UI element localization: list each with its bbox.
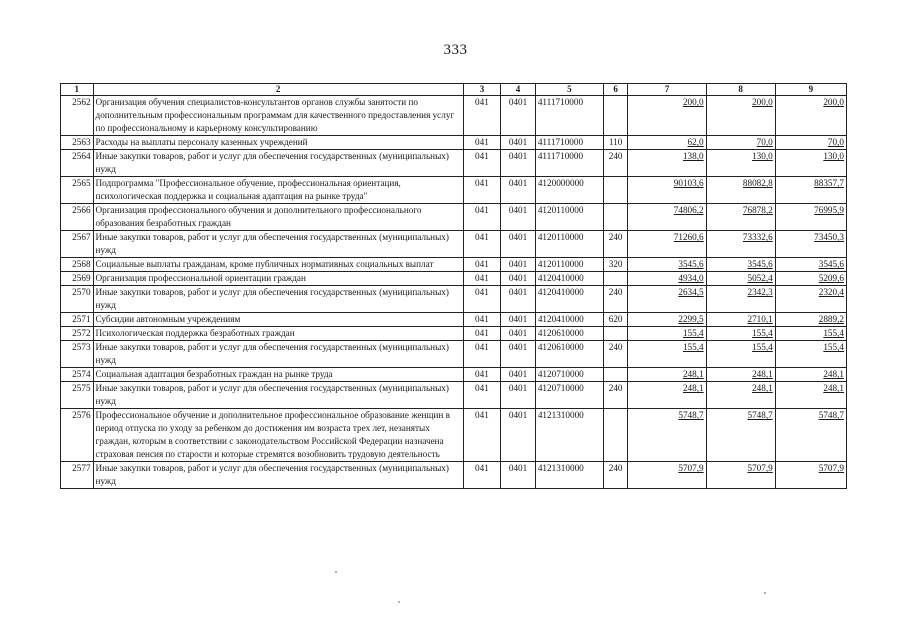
row-number-cell: 2571 <box>61 313 94 327</box>
section-code-cell: 0401 <box>501 368 536 382</box>
section-code-cell: 0401 <box>501 313 536 327</box>
row-name-cell: Иные закупки товаров, работ и услуг для обеспечения государственных (муниципальных) нужд <box>93 286 463 313</box>
amount-year1-cell: 2634,5 <box>628 286 706 313</box>
section-code-cell: 0401 <box>501 231 536 258</box>
amount-year2-cell: 3545,6 <box>706 258 775 272</box>
table-row <box>61 136 847 150</box>
section-code-cell: 0401 <box>501 272 536 286</box>
amount-year3-cell: 248,1 <box>775 368 846 382</box>
target-code-cell: 4120110000 <box>535 231 603 258</box>
ministry-code-cell: 041 <box>463 327 501 341</box>
section-code-cell: 0401 <box>501 382 536 409</box>
amount-year2-cell: 155,4 <box>706 341 775 368</box>
ministry-code-cell: 041 <box>463 341 501 368</box>
table-row <box>61 96 847 136</box>
column-header: 8 <box>706 84 775 96</box>
ministry-code-cell: 041 <box>463 272 501 286</box>
row-number-cell: 2572 <box>61 327 94 341</box>
ministry-code-cell: 041 <box>463 204 501 231</box>
amount-year1-cell: 5707,9 <box>628 462 706 489</box>
section-code-cell: 0401 <box>501 258 536 272</box>
target-code-cell: 4111710000 <box>535 150 603 177</box>
amount-year3-cell: 248,1 <box>775 382 846 409</box>
target-code-cell: 4120410000 <box>535 272 603 286</box>
ministry-code-cell: 041 <box>463 286 501 313</box>
row-number-cell: 2573 <box>61 341 94 368</box>
row-number-cell: 2564 <box>61 150 94 177</box>
amount-year3-cell: 76995,9 <box>775 204 846 231</box>
ministry-code-cell: 041 <box>463 231 501 258</box>
amount-year2-cell: 73332,6 <box>706 231 775 258</box>
row-name-cell: Расходы на выплаты персоналу казенных учреждений <box>93 136 463 150</box>
target-code-cell: 4111710000 <box>535 96 603 136</box>
row-name-cell: Профессиональное обучение и дополнительное профессиональное образование женщин в период отпуска по уходу за ребенком до достижения им возраста трех лет, незанятых граждан, которым в соответствии с законодательством Российской Федерации назначена страховая пенсия по старости и которые стремятся возобновить трудовую деятельность <box>93 409 463 462</box>
expense-type-cell <box>603 272 627 286</box>
amount-year3-cell: 155,4 <box>775 327 846 341</box>
ministry-code-cell: 041 <box>463 382 501 409</box>
section-code-cell: 0401 <box>501 136 536 150</box>
table-row <box>61 231 847 258</box>
amount-year3-cell: 5748,7 <box>775 409 846 462</box>
row-name-cell: Иные закупки товаров, работ и услуг для обеспечения государственных (муниципальных) нужд <box>93 382 463 409</box>
amount-year1-cell: 200,0 <box>628 96 706 136</box>
amount-year3-cell: 2889,2 <box>775 313 846 327</box>
amount-year1-cell: 74806,2 <box>628 204 706 231</box>
amount-year1-cell: 5748,7 <box>628 409 706 462</box>
column-header: 2 <box>93 84 463 96</box>
amount-year1-cell: 248,1 <box>628 368 706 382</box>
amount-year2-cell: 130,0 <box>706 150 775 177</box>
table-row <box>61 150 847 177</box>
row-name-cell: Психологическая поддержка безработных граждан <box>93 327 463 341</box>
target-code-cell: 4121310000 <box>535 409 603 462</box>
table-row <box>61 382 847 409</box>
amount-year2-cell: 76878,2 <box>706 204 775 231</box>
table-row <box>61 313 847 327</box>
column-header: 4 <box>501 84 536 96</box>
amount-year3-cell: 130,0 <box>775 150 846 177</box>
scan-speck <box>764 592 766 594</box>
target-code-cell: 4120710000 <box>535 368 603 382</box>
amount-year2-cell: 5748,7 <box>706 409 775 462</box>
column-header: 6 <box>603 84 627 96</box>
amount-year1-cell: 155,4 <box>628 327 706 341</box>
target-code-cell: 4120610000 <box>535 341 603 368</box>
expense-type-cell: 320 <box>603 258 627 272</box>
expense-type-cell <box>603 327 627 341</box>
expense-type-cell: 620 <box>603 313 627 327</box>
amount-year2-cell: 155,4 <box>706 327 775 341</box>
target-code-cell: 4120110000 <box>535 258 603 272</box>
column-header: 3 <box>463 84 501 96</box>
amount-year3-cell: 88357,7 <box>775 177 846 204</box>
table-row <box>61 177 847 204</box>
table-row <box>61 272 847 286</box>
row-number-cell: 2562 <box>61 96 94 136</box>
table-header-row <box>61 84 847 96</box>
table-body <box>61 96 847 489</box>
row-name-cell: Иные закупки товаров, работ и услуг для обеспечения государственных (муниципальных) нужд <box>93 231 463 258</box>
amount-year2-cell: 5052,4 <box>706 272 775 286</box>
amount-year2-cell: 248,1 <box>706 382 775 409</box>
table-row <box>61 204 847 231</box>
amount-year1-cell: 71260,6 <box>628 231 706 258</box>
expense-type-cell: 240 <box>603 382 627 409</box>
row-name-cell: Иные закупки товаров, работ и услуг для обеспечения государственных (муниципальных) нужд <box>93 150 463 177</box>
expense-type-cell <box>603 177 627 204</box>
target-code-cell: 4120000000 <box>535 177 603 204</box>
expense-type-cell: 240 <box>603 231 627 258</box>
expense-type-cell: 240 <box>603 462 627 489</box>
row-number-cell: 2570 <box>61 286 94 313</box>
amount-year1-cell: 248,1 <box>628 382 706 409</box>
ministry-code-cell: 041 <box>463 136 501 150</box>
column-header: 9 <box>775 84 846 96</box>
expense-type-cell <box>603 409 627 462</box>
amount-year3-cell: 200,0 <box>775 96 846 136</box>
amount-year3-cell: 5209,6 <box>775 272 846 286</box>
expense-type-cell: 240 <box>603 150 627 177</box>
column-header: 5 <box>535 84 603 96</box>
amount-year2-cell: 2342,3 <box>706 286 775 313</box>
column-header: 7 <box>628 84 706 96</box>
section-code-cell: 0401 <box>501 327 536 341</box>
amount-year2-cell: 70,0 <box>706 136 775 150</box>
row-name-cell: Иные закупки товаров, работ и услуг для обеспечения государственных (муниципальных) нужд <box>93 462 463 489</box>
amount-year1-cell: 4934,0 <box>628 272 706 286</box>
amount-year3-cell: 2320,4 <box>775 286 846 313</box>
ministry-code-cell: 041 <box>463 313 501 327</box>
row-number-cell: 2577 <box>61 462 94 489</box>
amount-year1-cell: 155,4 <box>628 341 706 368</box>
target-code-cell: 4120610000 <box>535 327 603 341</box>
target-code-cell: 4121310000 <box>535 462 603 489</box>
table-row <box>61 327 847 341</box>
expense-type-cell <box>603 368 627 382</box>
row-number-cell: 2568 <box>61 258 94 272</box>
amount-year2-cell: 88082,8 <box>706 177 775 204</box>
ministry-code-cell: 041 <box>463 177 501 204</box>
amount-year2-cell: 5707,9 <box>706 462 775 489</box>
amount-year2-cell: 200,0 <box>706 96 775 136</box>
row-number-cell: 2563 <box>61 136 94 150</box>
table-row <box>61 462 847 489</box>
section-code-cell: 0401 <box>501 150 536 177</box>
table-row <box>61 341 847 368</box>
target-code-cell: 4120410000 <box>535 313 603 327</box>
amount-year3-cell: 70,0 <box>775 136 846 150</box>
section-code-cell: 0401 <box>501 96 536 136</box>
column-header: 1 <box>61 84 94 96</box>
amount-year1-cell: 2299,5 <box>628 313 706 327</box>
ministry-code-cell: 041 <box>463 368 501 382</box>
amount-year1-cell: 90103,6 <box>628 177 706 204</box>
table-row <box>61 409 847 462</box>
row-number-cell: 2565 <box>61 177 94 204</box>
amount-year3-cell: 73450,3 <box>775 231 846 258</box>
row-number-cell: 2574 <box>61 368 94 382</box>
section-code-cell: 0401 <box>501 409 536 462</box>
row-name-cell: Организация обучения специалистов-консультантов органов службы занятости по дополнительным профессиональным программам для качественного предоставления услуг по профессиональному и карьерному консультированию <box>93 96 463 136</box>
target-code-cell: 4120110000 <box>535 204 603 231</box>
table-row <box>61 258 847 272</box>
row-number-cell: 2576 <box>61 409 94 462</box>
section-code-cell: 0401 <box>501 341 536 368</box>
expense-type-cell <box>603 96 627 136</box>
section-code-cell: 0401 <box>501 462 536 489</box>
row-name-cell: Иные закупки товаров, работ и услуг для обеспечения государственных (муниципальных) нужд <box>93 341 463 368</box>
row-number-cell: 2567 <box>61 231 94 258</box>
row-name-cell: Субсидии автономным учреждениям <box>93 313 463 327</box>
row-name-cell: Социальная адаптация безработных граждан на рынке труда <box>93 368 463 382</box>
target-code-cell: 4120710000 <box>535 382 603 409</box>
row-name-cell: Организация профессиональной ориентации граждан <box>93 272 463 286</box>
row-number-cell: 2566 <box>61 204 94 231</box>
amount-year3-cell: 5707,9 <box>775 462 846 489</box>
scan-speck <box>335 571 337 573</box>
row-number-cell: 2575 <box>61 382 94 409</box>
row-name-cell: Организация профессионального обучения и дополнительного профессионального образования безработных граждан <box>93 204 463 231</box>
expense-type-cell <box>603 204 627 231</box>
expense-type-cell: 110 <box>603 136 627 150</box>
amount-year1-cell: 62,0 <box>628 136 706 150</box>
ministry-code-cell: 041 <box>463 258 501 272</box>
budget-table <box>60 83 847 489</box>
row-number-cell: 2569 <box>61 272 94 286</box>
expense-type-cell: 240 <box>603 286 627 313</box>
section-code-cell: 0401 <box>501 177 536 204</box>
amount-year3-cell: 3545,6 <box>775 258 846 272</box>
section-code-cell: 0401 <box>501 204 536 231</box>
scan-speck <box>398 601 400 603</box>
target-code-cell: 4120410000 <box>535 286 603 313</box>
expense-type-cell: 240 <box>603 341 627 368</box>
amount-year2-cell: 248,1 <box>706 368 775 382</box>
amount-year1-cell: 3545,6 <box>628 258 706 272</box>
amount-year2-cell: 2710,1 <box>706 313 775 327</box>
ministry-code-cell: 041 <box>463 96 501 136</box>
section-code-cell: 0401 <box>501 286 536 313</box>
row-name-cell: Социальные выплаты гражданам, кроме публичных нормативных социальных выплат <box>93 258 463 272</box>
ministry-code-cell: 041 <box>463 462 501 489</box>
target-code-cell: 4111710000 <box>535 136 603 150</box>
ministry-code-cell: 041 <box>463 409 501 462</box>
table-row <box>61 368 847 382</box>
amount-year1-cell: 138,0 <box>628 150 706 177</box>
amount-year3-cell: 155,4 <box>775 341 846 368</box>
row-name-cell: Подпрограмма "Профессиональное обучение, профессиональная ориентация, психологическая поддержка и социальная адаптация на рынке труда" <box>93 177 463 204</box>
table-row <box>61 286 847 313</box>
page-number: 333 <box>443 42 468 58</box>
ministry-code-cell: 041 <box>463 150 501 177</box>
